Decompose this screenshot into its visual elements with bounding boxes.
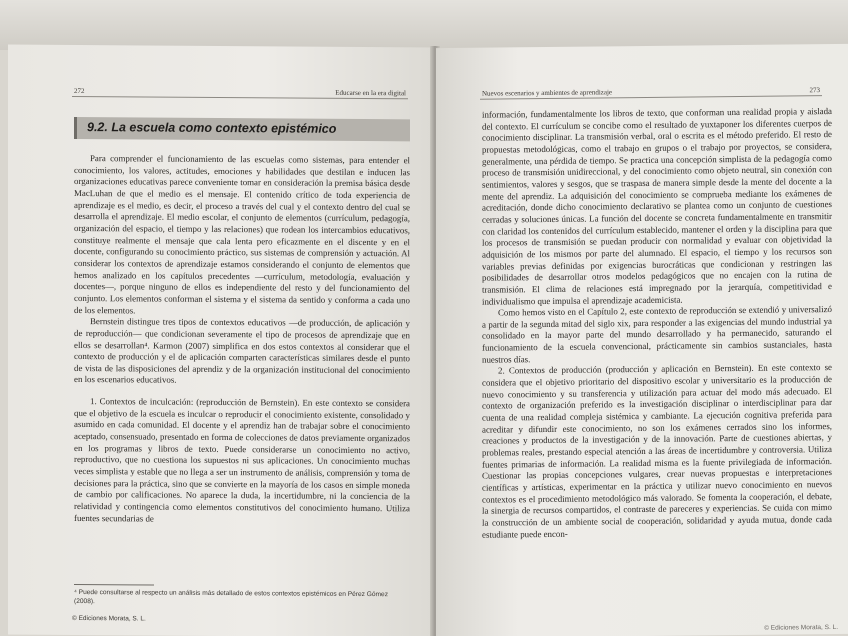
- paragraph: 1. Contextos de inculcación: (reproducción de Bernstein). En este contexto se considera que el objetivo de la escuela es inculcar o reproducir el conocimiento existente, consolidado y asumido en cada comunidad. El docente y el aprendiz han de trabajar sobre el conocimiento aceptado, consensuado, presentado en forma de colecciones de datos previamente organizados en los programas y libros de texto. Puede considerarse un conocimiento no activo, reproductivo, que no cuestiona los supuestos ni sus aplicaciones. Un conocimiento muchas veces simplista y estable que no llega a ser un instrumento de análisis, comprensión y toma de decisiones para la práctica, sino que se convierte en la mayoría de los casos en simple moneda de cambio por calificaciones. No aparece la duda, la incertidumbre, ni la conciencia de la relatividad y contingencia como elementos constitutivos del conocimiento humano. Utiliza fuentes secundarias de: [74, 396, 410, 524]
- paragraph: 2. Contextos de producción (producción y aplicación en Bernstein). En este contexto se considera que el objetivo prioritario del dispositivo escolar y universitario es la producción de nuevo conocimiento y su transferencia y utilización para actuar del modo más adecuado. El contexto de organización preferido es la investigación disciplinar o interdisciplinar para dar cuenta de una realidad compleja sistémica y cambiante. La ejecución cognitiva preferida para acreditar y difundir este conocimiento, no son los exámenes cerrados sino los informes, creaciones y productos de la investigación y de la innovación. Parte de cuestiones abiertas, y problemas reales, prestando especial atención a las áreas de incertidumbre y controversia. Utiliza fuentes primarias de información. La realidad misma es la fuente privilegiada de información. Cuestionar las propias concepciones vulgares, crear nuevas propuestas e interpretaciones científicas y artísticas, experimentar en la práctica y utilizar nuevo conocimiento en nuevos contextos es el procedimiento metodológico más valorado. Se fomenta la cooperación, el debate, la sinergia de recursos compartidos, el contraste de pareceres y experiencias. Se cuida con mimo la construcción de un ambiente social de cooperación, solidaridad y ayuda mutua, donde cada estudiante puede encon-: [482, 362, 832, 540]
- left-body-text: [74, 153, 410, 527]
- page-number: 272: [74, 86, 85, 96]
- paragraph: Como hemos visto en el Capítulo 2, este contexto de reproducción se extendió y universalizó a partir de la segunda mitad del siglo xix, para responder a las exigencias del mundo industrial ya consolidado en la mayor parte del mundo desarrollado y ha permanecido, saturando el funcionamiento de la escuela convencional, prácticamente sin cambios sustanciales, hasta nuestros días.: [482, 304, 832, 365]
- right-page-header: [436, 86, 848, 98]
- right-page: [436, 44, 848, 636]
- footnote: ⁴ Puede consultarse al respecto un análisis más detallado de estos contextos epistémicos en Pérez Gómez (2008).: [74, 588, 389, 606]
- paragraph: Bernstein distingue tres tipos de contextos educativos —de producción, de aplicación y de reproducción— que condicionan severamente el tipo de procesos de aprendizaje que en ellos se desarrollan⁴. Karmon (2007) simplifica en dos estos contextos al considerar que el contexto de producción y el de aplicación comparten características similares desde el punto de vista de las disposiciones del aprendiz y de la organización institucional del conocimiento en los escenarios educativos.: [74, 316, 410, 386]
- right-body-text: [482, 106, 832, 541]
- copyright: © Ediciones Morata, S. L.: [72, 614, 146, 623]
- open-book: [0, 46, 848, 636]
- running-head: Educarse en la era digital: [335, 88, 406, 98]
- page-number: 273: [809, 86, 820, 95]
- section-title: 9.2. La escuela como contexto epistémico: [87, 120, 337, 136]
- copyright: © Ediciones Morata, S. L.: [764, 623, 838, 632]
- left-page: [8, 45, 434, 636]
- paragraph: Para comprender el funcionamiento de las escuelas como sistemas, para entender el conocimiento, los valores, actitudes, emociones y habilidades que destilan e inducen las organizaciones educativas parece conveniente tomar en consideración la premisa básica desde MacLuhan de que el medio es el mensaje. El contenido crítico de toda experiencia de aprendizaje es el medio, es decir, el proceso a través del cual y el contexto dentro del cual se desarrolla el aprendizaje. El medio escolar, el conjunto de elementos (currículum, pedagogía, organización del espacio, el tiempo y las relaciones) que rodean los intercambios educativos, constituye realmente el mensaje que cala lenta pero eficazmente en el discente y en el docente, configurando su conocimiento práctico, sus sistemas de comprensión y actuación. Al considerar los contextos de aprendizaje estamos considerando el conjunto de elementos que hemos analizado en los capítulos precedentes —currículum, metodología, evaluación y docentes—, porque ninguno de ellos es independiente del resto y del funcionamiento del conjunto. Los elementos conforman el sistema y el sistema da sentido y conforma a cada uno de los elementos.: [74, 153, 410, 315]
- paragraph: información, fundamentalmente los libros de texto, que conforman una realidad propia y aislada del contexto. El currículum se concibe como el resultado de yuxtaponer los diferentes cuerpos de conocimiento disciplinar. La transmisión verbal, oral o escrita es el método preferido. El resto de propuestas metodológicas, como el trabajo en grupos o el trabajo por proyectos, se considera, generalmente, una pérdida de tiempo. Se practica una concepción simplista de la pedagogía como proceso de transmisión unidireccional, y del conocimiento como objeto neutral, sin conexión con sentimientos, valores y sesgos, que se traspasa de manera simple desde la mente del docente a la mente del aprendiz. La adquisición del conocimiento se comprueba mediante los exámenes de acreditación, donde dicho conocimiento declarativo se plantea como un conjunto de cuestiones cerradas y soluciones únicas. La función del docente se concreta fundamentalmente en transmitir con claridad los contenidos del currículum establecido, mantener el orden y la disciplina para que los procesos de transmisión se puedan producir con normalidad y evaluar con objetividad la adquisición de los mismos por parte del alumnado. El espacio, el tiempo y los recursos son variables previas definidas por exigencias burocráticas que condicionan y restringen las posibilidades de desarrollar otros modelos pedagógicos que no encajen con la rutina de transmisión. El clima de relaciones está impregnado por la jerarquía, competitividad e individualismo que impulsa el aprendizaje academicista.: [482, 106, 832, 307]
- section-title-box: [74, 117, 410, 141]
- footnote-rule: [74, 584, 154, 586]
- running-head: Nuevos escenarios y ambientes de aprendizaje: [482, 88, 613, 98]
- desk-background: [0, 0, 848, 50]
- left-page-header: [8, 86, 434, 98]
